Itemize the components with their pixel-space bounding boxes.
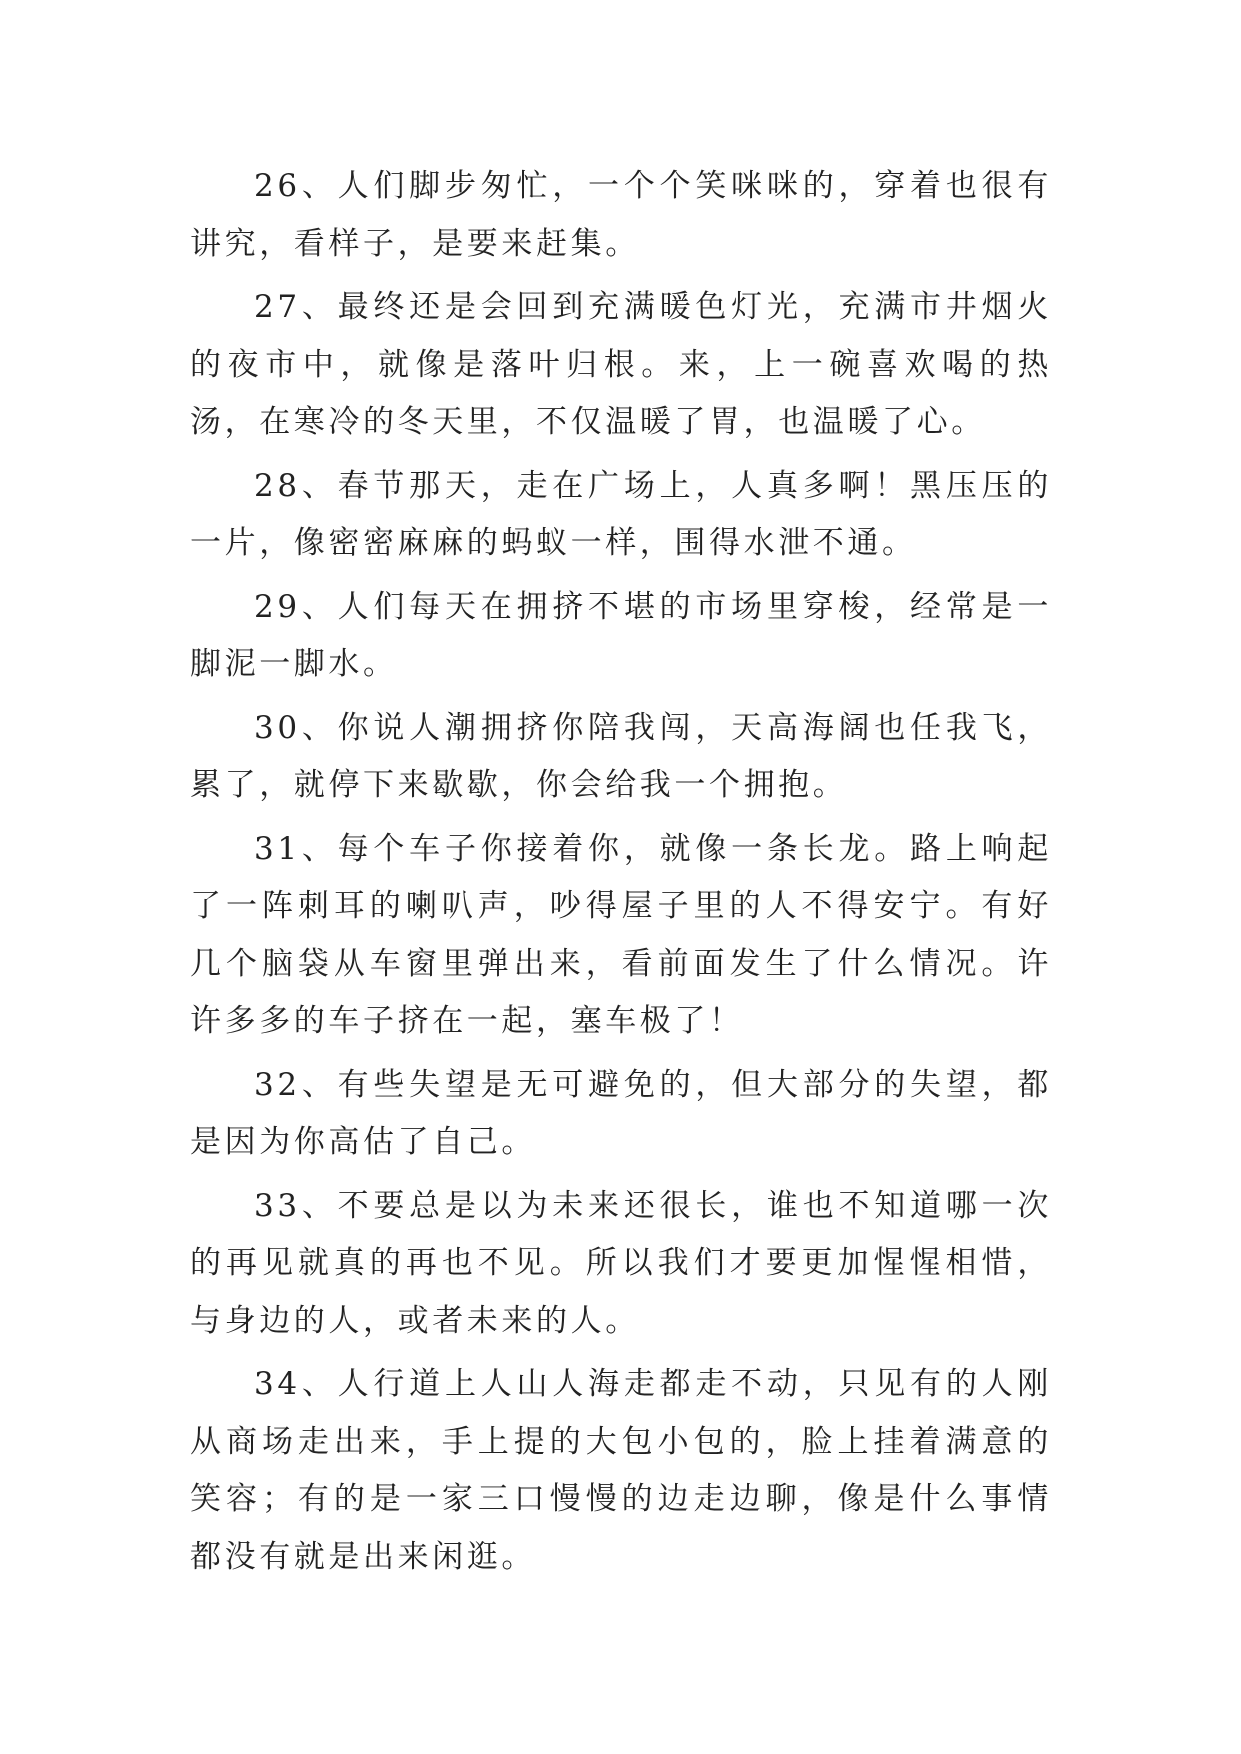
paragraph-33: 33、不要总是以为未来还很长，谁也不知道哪一次的再见就真的再也不见。所以我们才要更加惺惺相惜，与身边的人，或者未来的人。 [190, 1187, 1052, 1339]
paragraph-32: 32、有些失望是无可避免的，但大部分的失望，都是因为你高估了自己。 [190, 1066, 1052, 1160]
paragraph-34: 34、人行道上人山人海走都走不动，只见有的人刚从商场走出来，手上提的大包小包的，脸上挂着满意的笑容；有的是一家三口慢慢的边走边聊，像是什么事情都没有就是出来闲逛。 [190, 1366, 1052, 1575]
paragraph-29: 29、人们每天在拥挤不堪的市场里穿梭，经常是一脚泥一脚水。 [190, 588, 1052, 682]
paragraph-31: 31、每个车子你接着你，就像一条长龙。路上响起了一阵刺耳的喇叭声，吵得屋子里的人不得安宁。有好几个脑袋从车窗里弹出来，看前面发生了什么情况。许许多多的车子挤在一起，塞车极了！ [190, 830, 1052, 1039]
paragraph-30: 30、你说人潮拥挤你陪我闯，天高海阔也任我飞，累了，就停下来歇歇，你会给我一个拥抱。 [190, 709, 1052, 803]
paragraph-27: 27、最终还是会回到充满暖色灯光，充满市井烟火的夜市中，就像是落叶归根。来，上一碗喜欢喝的热汤，在寒冷的冬天里，不仅温暖了胃，也温暖了心。 [190, 289, 1052, 440]
paragraph-28: 28、春节那天，走在广场上，人真多啊！黑压压的一片，像密密麻麻的蚂蚁一样，围得水泄不通。 [190, 467, 1052, 561]
document-body [190, 158, 1052, 1592]
paragraph-26: 26、人们脚步匆忙，一个个笑咪咪的，穿着也很有讲究，看样子，是要来赶集。 [190, 168, 1052, 262]
